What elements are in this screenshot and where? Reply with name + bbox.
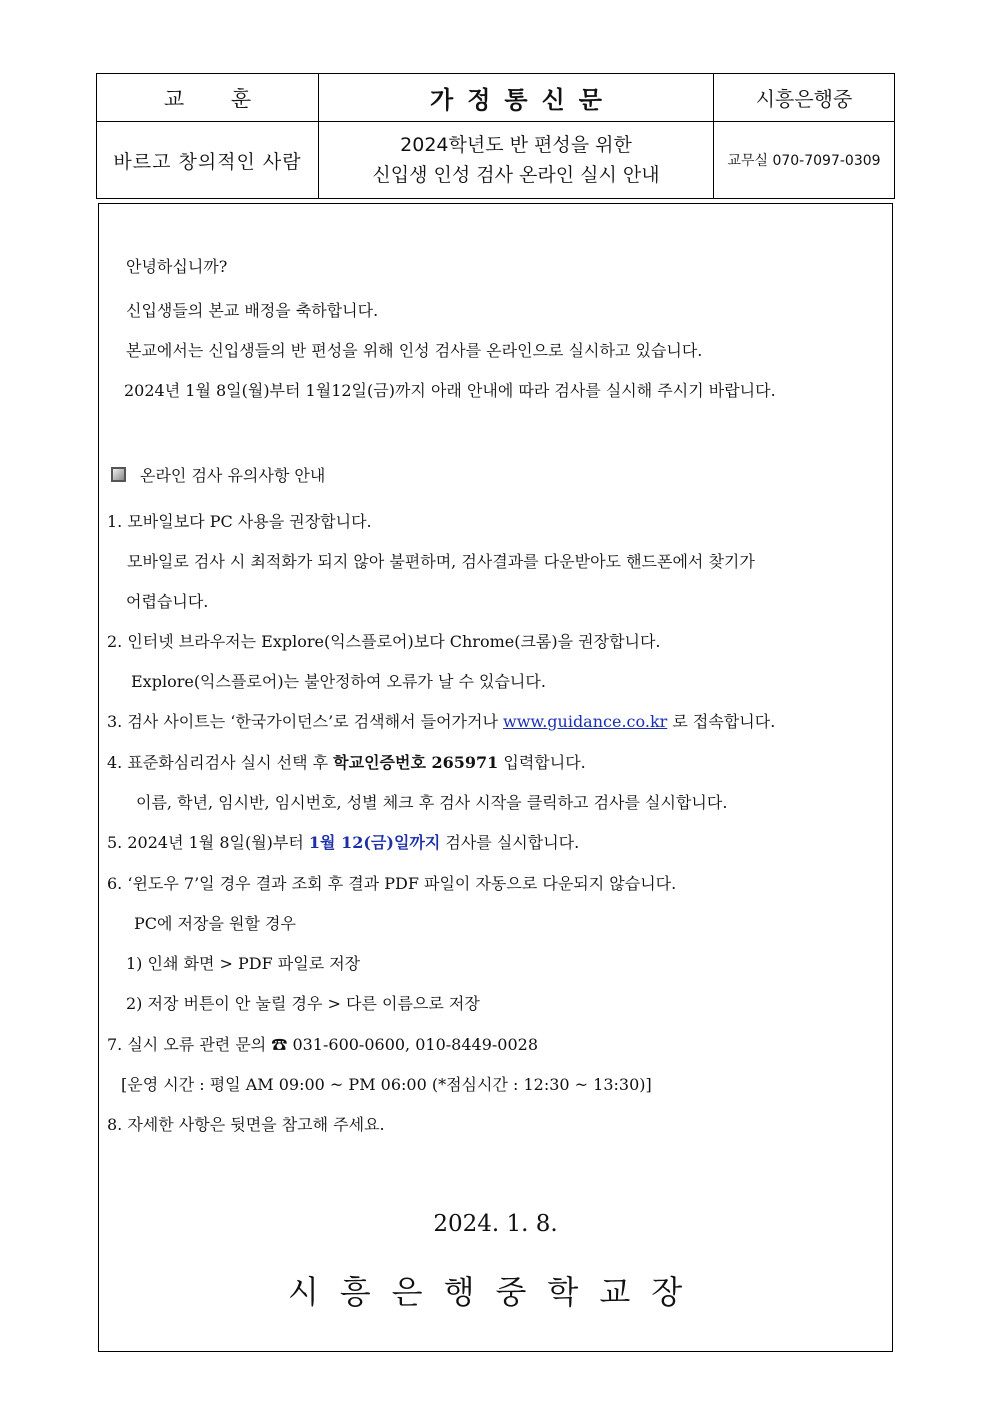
subject-line-2: 신입생 인성 검사 온라인 실시 안내 bbox=[372, 164, 660, 186]
item-6-step-1: 1) 인쇄 화면 > PDF 파일로 저장 bbox=[126, 954, 361, 973]
item-1-detail-a: 모바일로 검사 시 최적화가 되지 않아 불편하며, 검사결과를 다운받아도 핸드폰에서 찾기가 bbox=[127, 552, 755, 571]
item-6-step-2: 2) 저장 버튼이 안 눌릴 경우 > 다른 이름으로 저장 bbox=[126, 994, 480, 1013]
school-name: 시흥은행중 bbox=[755, 87, 853, 111]
item-5-text-end: 검사를 실시합니다. bbox=[440, 833, 580, 852]
item-6-detail: PC에 저장을 원할 경우 bbox=[134, 914, 296, 933]
item-1: 1. 모바일보다 PC 사용을 권장합니다. bbox=[107, 512, 372, 531]
letter-body bbox=[98, 203, 893, 1352]
section-title: 온라인 검사 유의사항 안내 bbox=[140, 466, 326, 485]
item-3 bbox=[107, 709, 775, 732]
item-5-text: 5. 2024년 1월 8일(월)부터 bbox=[107, 833, 309, 852]
item-7-text: 7. 실시 오류 관련 문의 bbox=[107, 1035, 272, 1054]
motto-title-cell bbox=[97, 74, 319, 122]
school-name-cell bbox=[714, 74, 894, 122]
newsletter-title-cell bbox=[319, 74, 714, 122]
item-4-detail: 이름, 학년, 임시반, 임시번호, 성별 체크 후 검사 시작을 클릭하고 검사를 실시합니다. bbox=[136, 793, 728, 812]
item-3-text-end: 로 접속합니다. bbox=[667, 712, 776, 731]
newsletter-title: 가정통신문 bbox=[430, 86, 616, 114]
intro-line-2: 신입생들의 본교 배정을 축하합니다. bbox=[126, 301, 379, 320]
item-2-detail: Explore(익스플로어)는 불안정하여 오류가 날 수 있습니다. bbox=[131, 672, 546, 691]
intro-line-4: 2024년 1월 8일(월)부터 1월12일(금)까지 아래 안내에 따라 검사를 실시해 주시기 바랍니다. bbox=[124, 381, 776, 400]
item-4-text: 4. 표준화심리검사 실시 선택 후 bbox=[107, 753, 334, 772]
greeting: 안녕하십니까? bbox=[126, 257, 228, 276]
square-bullet-icon bbox=[111, 467, 126, 482]
contact-info: 교무실 070-7097-0309 bbox=[727, 153, 881, 169]
item-3-text: 3. 검사 사이트는 ‘한국가이던스’로 검색해서 들어가거나 bbox=[107, 712, 503, 731]
phone-icon: ☎ bbox=[271, 1035, 288, 1054]
header-table bbox=[96, 73, 895, 199]
item-7 bbox=[107, 1032, 538, 1055]
issue-date: 2024. 1. 8. bbox=[433, 1211, 558, 1237]
subject-line-1: 2024학년도 반 편성을 위한 bbox=[400, 134, 632, 156]
intro-line-3: 본교에서는 신입생들의 반 편성을 위해 인성 검사를 온라인으로 실시하고 있습니다. bbox=[126, 341, 703, 360]
school-auth-code: 학교인증번호 265971 bbox=[333, 753, 499, 772]
item-2: 2. 인터넷 브라우저는 Explore(익스플로어)보다 Chrome(크롬)을 권장합니다. bbox=[107, 632, 661, 651]
deadline-highlight: 1월 12(금)일까지 bbox=[308, 833, 441, 852]
motto: 바르고 창의적인 사람 bbox=[113, 150, 302, 173]
motto-cell bbox=[97, 122, 319, 198]
motto-title: 교 훈 bbox=[163, 86, 272, 111]
principal-signature: 시흥은행중학교장 bbox=[287, 1273, 704, 1311]
item-4 bbox=[107, 750, 586, 773]
phone-numbers: 031-600-0600, 010-8449-0028 bbox=[287, 1035, 539, 1054]
item-4-text-end: 입력합니다. bbox=[498, 753, 586, 772]
item-7-hours: [운영 시간 : 평일 AM 09:00 ~ PM 06:00 (*점심시간 : 12:30 ~ 13:30)] bbox=[121, 1075, 652, 1094]
item-5 bbox=[107, 830, 579, 853]
item-1-detail-b: 어렵습니다. bbox=[126, 592, 209, 611]
contact-cell bbox=[714, 122, 894, 198]
guidance-site-link[interactable]: www.guidance.co.kr bbox=[503, 712, 668, 731]
subject-cell bbox=[319, 122, 714, 198]
item-8: 8. 자세한 사항은 뒷면을 참고해 주세요. bbox=[107, 1115, 385, 1134]
section-heading bbox=[111, 463, 325, 486]
item-6: 6. ‘윈도우 7’일 경우 결과 조회 후 결과 PDF 파일이 자동으로 다운되지 않습니다. bbox=[107, 874, 677, 893]
